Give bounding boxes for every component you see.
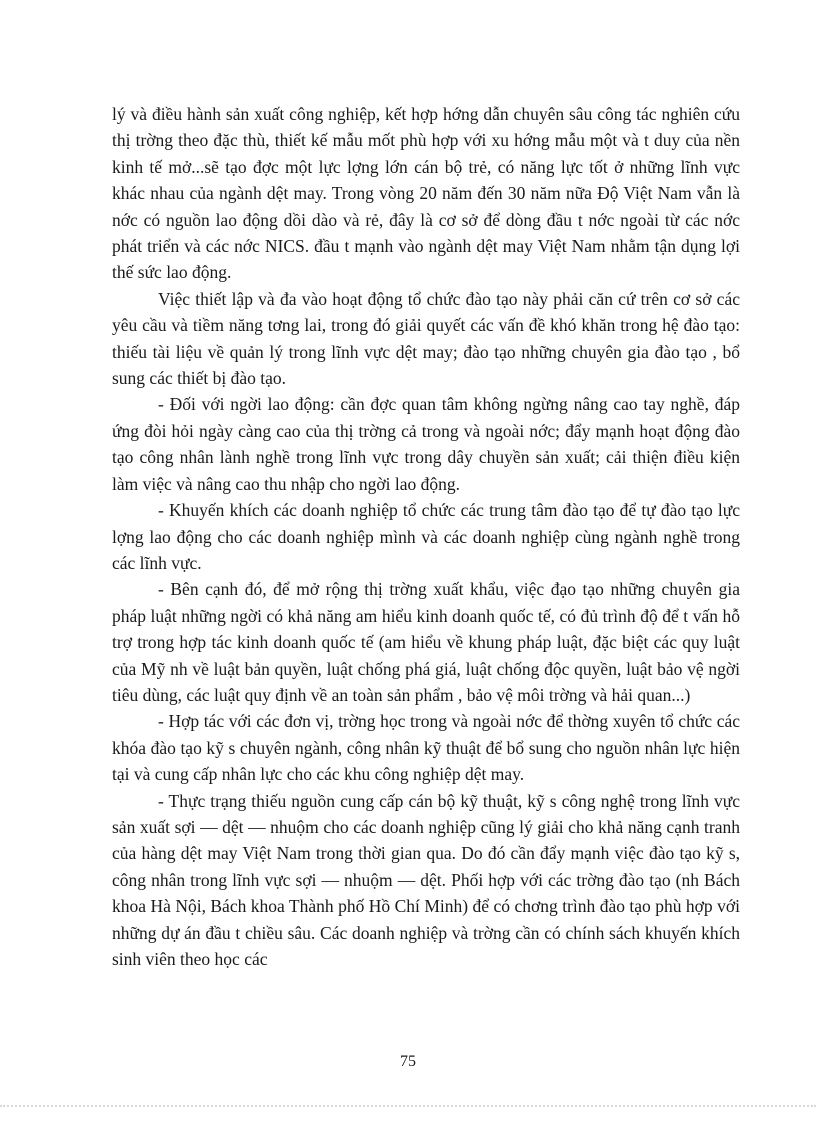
paragraph-workers: - Đối với ngời lao động: cần đợc quan tâm không ngừng nâng cao tay nghề, đáp ứng đòi hỏi ngày càng cao của thị trờng cả trong và ngoài nớc; đẩy mạnh hoạt động đào tạo công nhân lành nghề trong lĩnh vực trong dây chuyền sản xuất; cải thiện điều kiện làm việc và nâng cao thu nhập cho ngời lao động. — [112, 394, 740, 494]
paragraph-enterprise-training: - Khuyến khích các doanh nghiệp tổ chức các trung tâm đào tạo để tự đào tạo lực lợng lao động cho các doanh nghiệp mình và các doanh nghiệp cùng ngành nghề trong các lĩnh vực. — [112, 500, 740, 573]
paragraph-legal-experts: - Bên cạnh đó, để mở rộng thị trờng xuất khẩu, việc đạo tạo những chuyên gia pháp luật những ngời có khả năng am hiểu kinh doanh quốc tế, có đủ trình độ để t vấn hỗ trợ trong hợp tác kinh doanh quốc tế (am hiểu về khung pháp luật, đặc biệt các quy luật của Mỹ nh về luật bản quyền, luật chống phá giá, luật chống độc quyền, luật bảo vệ ngời tiêu dùng, các luật quy định về an toàn sản phẩm , bảo vệ môi trờng và hải quan...) — [112, 579, 740, 705]
paragraph-training-organization: Việc thiết lập và đa vào hoạt động tổ chức đào tạo này phải căn cứ trên cơ sở các yêu cầu và tiềm năng tơng lai, trong đó giải quyết các vấn đề khó khăn trong hệ đào tạo: thiếu tài liệu về quản lý trong lĩnh vực dệt may; đào tạo những chuyên gia đào tạo , bổ sung các thiết bị đào tạo. — [112, 288, 740, 389]
footer-divider — [0, 1105, 816, 1107]
paragraph-cooperation: - Hợp tác với các đơn vị, trờng học trong và ngoài nớc để thờng xuyên tổ chức các khóa đào tạo kỹ s chuyên ngành, công nhân kỹ thuật để bổ sung cho nguồn nhân lực hiện tại và cung cấp nhân lực cho các khu công nghiệp dệt may. — [112, 711, 740, 785]
paragraph-technical-staff: - Thực trạng thiếu nguồn cung cấp cán bộ kỹ thuật, kỹ s công nghệ trong lĩnh vực sản xuất sợi — dệt — nhuộm cho các doanh nghiệp cũng lý giải cho khả năng cạnh tranh của hàng dệt may Việt Nam trong thời gian qua. Do đó cần đẩy mạnh việc đào tạo kỹ s, công nhân trong lĩnh vực sợi — nhuộm — dệt. Phối hợp với các trờng đào tạo (nh Bách khoa Hà Nội, Bách khoa Thành phố Hồ Chí Minh) để có chơng trình đào tạo phù hợp với những dự án đầu t chiều sâu. Các doanh nghiệp và trờng cần có chính sách khuyến khích sinh viên theo học các — [112, 790, 740, 969]
body-text — [112, 101, 740, 972]
page-number: 75 — [400, 1053, 416, 1070]
paragraph-continuation: lý và điều hành sản xuất công nghiệp, kết hợp hớng dẫn chuyên sâu công tác nghiên cứu thị trờng theo đặc thù, thiết kế mẫu mốt phù hợp với xu hớng mẫu một và t duy của nền kinh tế mở...sẽ tạo đợc một lực lợng lớn cán bộ trẻ, có năng lực tốt ở những lĩnh vực khác nhau của ngành dệt may. Trong vòng 20 năm đến 30 năm nữa Độ Việt Nam vẫn là nớc có nguồn lao động dồi dào và rẻ, đây là cơ sở để dòng đầu t nớc ngoài từ các nớc phát triển và các nớc NICS. đầu t mạnh vào ngành dệt may Việt Nam nhằm tận dụng lợi thế sức lao động. — [112, 104, 740, 283]
